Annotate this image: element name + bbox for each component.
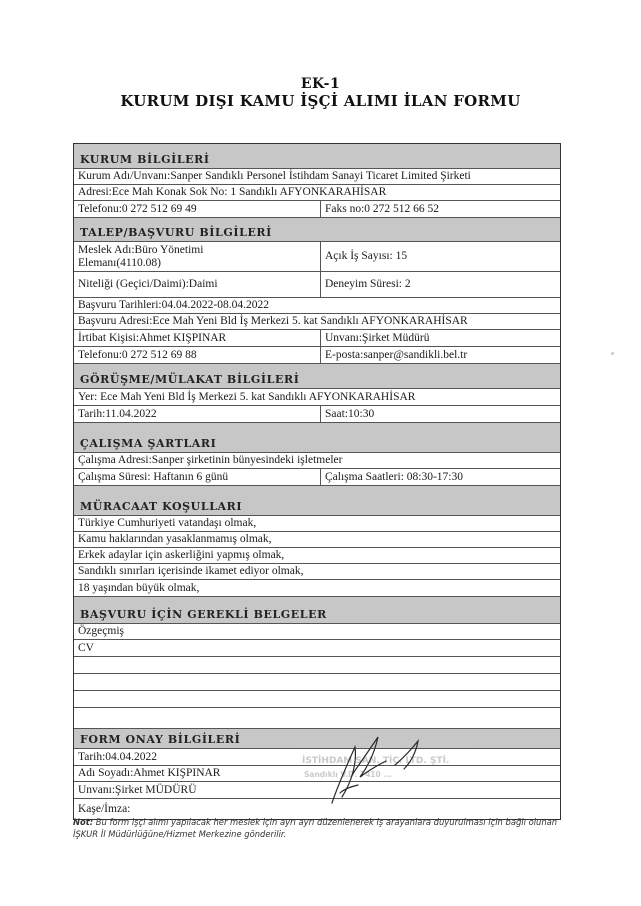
section-heading: ÇALIŞMA ŞARTLARI: [80, 437, 217, 450]
section-header-request: [74, 218, 560, 242]
open-positions: Açık İş Sayısı: 15: [320, 242, 560, 271]
contact-person: İrtibat Kişisi:Ahmet KIŞPINAR: [78, 331, 227, 344]
stamp-signature-label: Kaşe/İmza:: [78, 803, 131, 815]
institution-name-row: [74, 169, 560, 185]
form-title: KURUM DIŞI KAMU İŞÇİ ALIMI İLAN FORMU: [120, 92, 521, 110]
requirement-item: Kamu haklarından yasaklanmamış olmak,: [78, 533, 272, 545]
interview-place-row: [74, 389, 560, 406]
document-row: [74, 624, 560, 640]
institution-phone-fax-row: [74, 201, 560, 218]
section-heading: MÜRACAAT KOŞULLARI: [80, 500, 243, 513]
requirement-row: [74, 516, 560, 532]
interview-time: Saat:10:30: [320, 406, 560, 422]
institution-name: Kurum Adı/Unvanı:Sanper Sandıklı Personel İstihdam Sanayi Ticaret Limited Şirketi: [78, 170, 471, 182]
document-item: Özgeçmiş: [78, 625, 124, 637]
application-address-row: [74, 314, 560, 330]
section-header-conditions: [74, 423, 560, 453]
document-item: [74, 708, 560, 728]
profession-name: Meslek Adı:Büro Yönetimi Elemanı(4110.08): [78, 243, 204, 269]
contact-email: E-posta:sanper@sandikli.bel.tr: [320, 347, 560, 363]
document-item: [74, 674, 560, 690]
section-header-interview: [74, 364, 560, 389]
document-row: [74, 708, 560, 729]
requirement-row: [74, 564, 560, 580]
footnote-text: Bu form işçi alımı yapılacak her meslek için ayrı ayrı düzenlenerek iş arayanlara duyurulması için bağlı olunan İŞKUR İl Müdürlüğüne/Hizmet Merkezine gönderilir.: [73, 817, 558, 839]
interview-datetime-row: [74, 406, 560, 423]
work-address: Çalışma Adresi:Sanper şirketinin bünyesindeki işletmeler: [78, 454, 343, 466]
document-row: [74, 640, 560, 657]
section-header-institution: [74, 144, 560, 169]
work-time-row: [74, 469, 560, 486]
contact-title: Unvanı:Şirket Müdürü: [320, 330, 560, 346]
work-duration: Çalışma Süresi: Haftanın 6 günü: [78, 470, 229, 483]
application-dates: Başvuru Tarihleri:04.04.2022-08.04.2022: [78, 299, 269, 311]
interview-place: Yer: Ece Mah Yeni Bld İş Merkezi 5. kat Sandıklı AFYONKARAHİSAR: [78, 390, 416, 403]
section-heading: GÖRÜŞME/MÜLAKAT BİLGİLERİ: [80, 373, 300, 386]
requirement-item: Sandıklı sınırları içerisinde ikamet ediyor olmak,: [78, 565, 304, 577]
institution-fax: Faks no:0 272 512 66 52: [320, 201, 560, 217]
requirement-item: Erkek adaylar için askerliğini yapmış olmak,: [78, 549, 285, 561]
section-heading: FORM ONAY BİLGİLERİ: [80, 733, 241, 746]
document-item: [74, 657, 560, 673]
requirement-item: 18 yaşından büyük olmak,: [78, 581, 200, 594]
approval-title: Unvanı:Şirket MÜDÜRÜ: [78, 783, 197, 796]
requirement-row: [74, 580, 560, 597]
nature-row: [74, 272, 560, 298]
section-header-approval: [74, 729, 560, 749]
scan-speck: [611, 352, 614, 355]
institution-address-row: [74, 185, 560, 201]
contact-phone: Telefonu:0 272 512 69 88: [78, 348, 197, 361]
requirement-row: [74, 532, 560, 548]
work-address-row: [74, 453, 560, 469]
approval-title-row: [74, 782, 560, 799]
application-dates-row: [74, 298, 560, 314]
document-item: CV: [78, 641, 94, 654]
document-row: [74, 674, 560, 691]
stamp-line-2: İSTİHDAM SAN. TİC. LTD. ŞTİ.: [302, 756, 450, 766]
document-row: [74, 657, 560, 674]
stamp-line-3: Sandıklı V.D. 7410 ...: [304, 770, 392, 779]
requirement-item: Türkiye Cumhuriyeti vatandaşı olmak,: [78, 517, 257, 529]
document-item: [74, 691, 560, 707]
profession-row: [74, 242, 560, 272]
institution-phone: Telefonu:0 272 512 69 49: [78, 202, 197, 215]
approval-date-row: [74, 749, 560, 766]
contact-row: [74, 330, 560, 347]
announcement-form: [73, 143, 561, 820]
requirement-row: [74, 548, 560, 564]
section-heading: BAŞVURU İÇİN GEREKLİ BELGELER: [80, 608, 327, 621]
annex-label: EK-1: [300, 76, 341, 92]
approval-name: Adı Soyadı:Ahmet KIŞPINAR: [78, 767, 221, 779]
section-heading: KURUM BİLGİLERİ: [80, 153, 210, 166]
institution-address: Adresi:Ece Mah Konak Sok No: 1 Sandıklı AFYONKARAHİSAR: [78, 186, 387, 198]
interview-date: Tarih:11.04.2022: [78, 407, 157, 420]
section-header-requirements: [74, 486, 560, 516]
footnote-label: Not:: [73, 817, 94, 827]
application-address: Başvuru Adresi:Ece Mah Yeni Bld İş Merkezi 5. kat Sandıklı AFYONKARAHİSAR: [78, 315, 468, 327]
document-row: [74, 691, 560, 708]
contact-phone-email-row: [74, 347, 560, 364]
work-hours: Çalışma Saatleri: 08:30-17:30: [320, 469, 560, 485]
stamp-line-1: SANPER SANDIKLI PERSONEL: [302, 740, 467, 751]
probation-period: Deneyim Süresi: 2: [320, 272, 560, 297]
section-header-documents: [74, 597, 560, 624]
footnote: [73, 816, 573, 840]
section-heading: TALEP/BAŞVURU BİLGİLERİ: [80, 226, 272, 239]
job-nature: Niteliği (Geçici/Daimi):Daimi: [78, 278, 218, 290]
approval-date: Tarih:04.04.2022: [78, 750, 158, 763]
approval-name-row: [74, 766, 560, 782]
